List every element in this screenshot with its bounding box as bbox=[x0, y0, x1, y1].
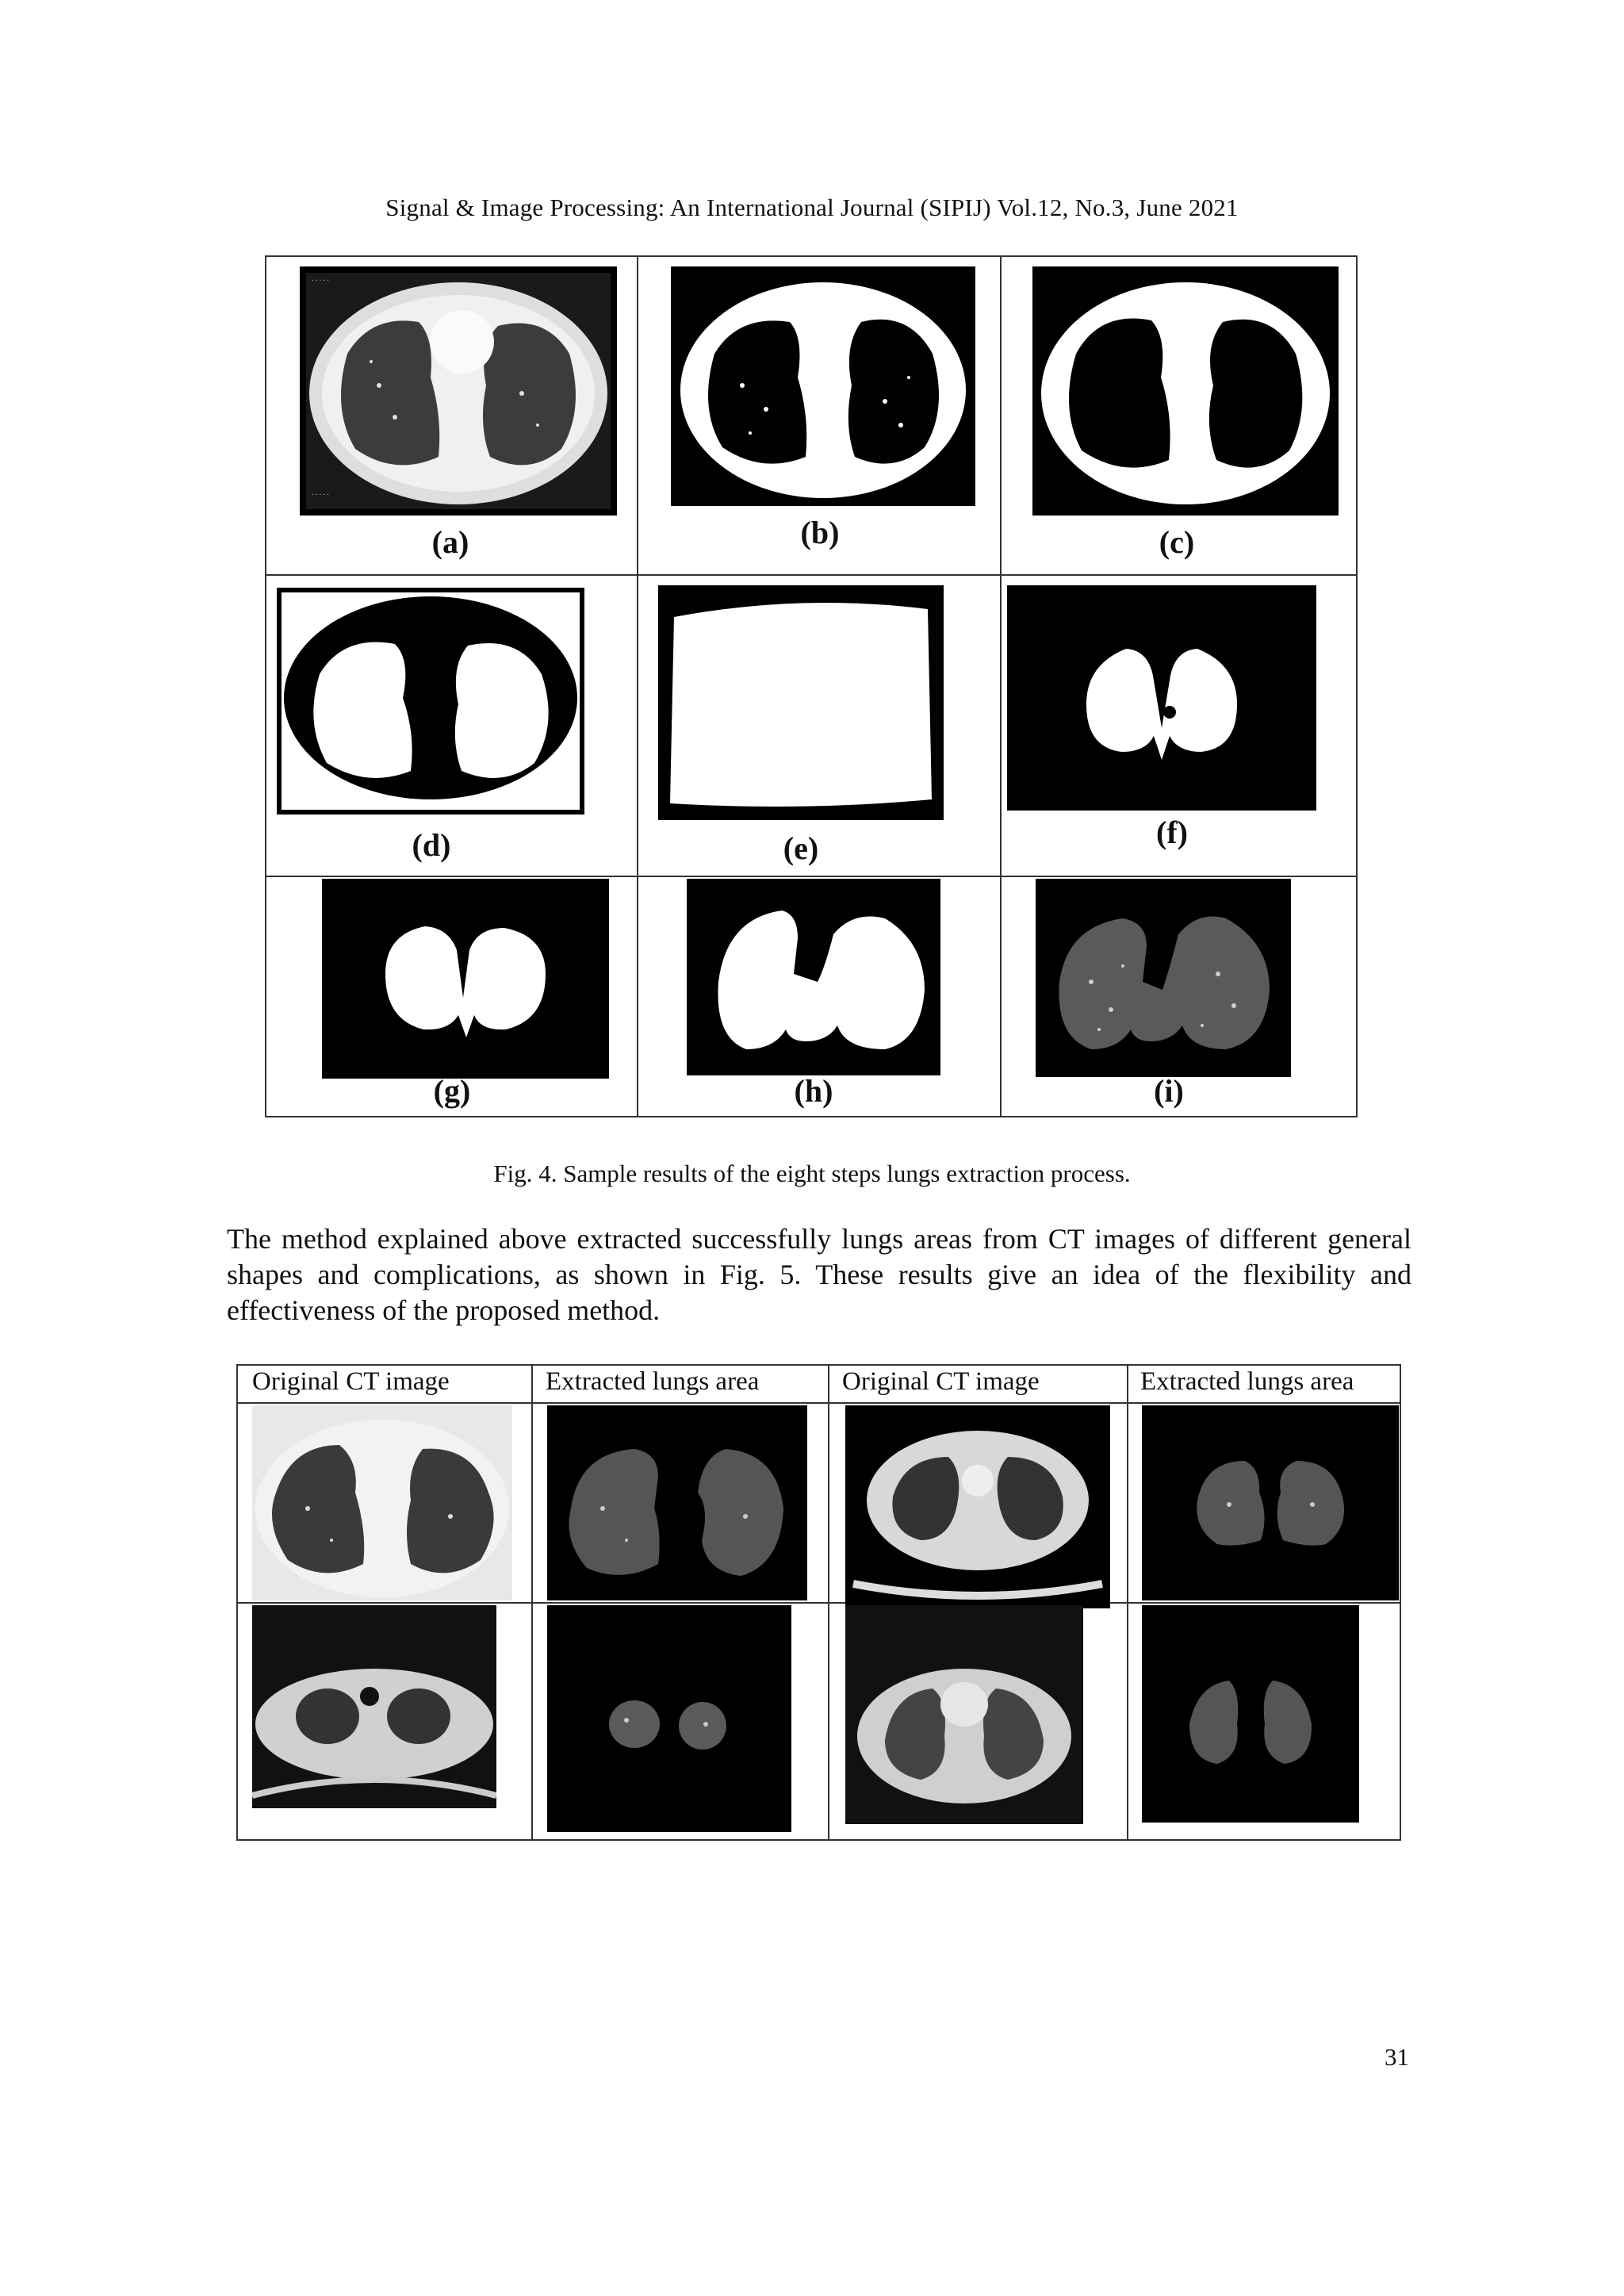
fig4-label-b: (b) bbox=[800, 515, 840, 550]
fig4-image-g-lung-mask bbox=[322, 879, 609, 1079]
table-row1-extracted-2 bbox=[1142, 1405, 1399, 1600]
fig4-label-e: (e) bbox=[783, 830, 819, 866]
fig4-label-d: (d) bbox=[412, 827, 451, 863]
table-header-extracted-2: Extracted lungs area bbox=[1140, 1367, 1354, 1396]
fig4-label-i: (i) bbox=[1154, 1073, 1184, 1109]
body-paragraph: The method explained above extracted successfully lungs areas from CT images of different general shapes and complications, as shown in Fig. 5. These results give an idea of the flexibility and effectiveness of the proposed method. bbox=[227, 1223, 1411, 1326]
figure-5-table bbox=[236, 1364, 1401, 1841]
page-number: 31 bbox=[1385, 2043, 1409, 2071]
running-header: Signal & Image Processing: An International Journal (SIPIJ) Vol.12, No.3, June 2021 bbox=[385, 194, 1239, 221]
figure-4-grid bbox=[265, 255, 1358, 1117]
table-header-original-2: Original CT image bbox=[842, 1367, 1040, 1396]
svg-text:·····: ····· bbox=[311, 491, 331, 498]
table-header-extracted-1: Extracted lungs area bbox=[546, 1367, 760, 1396]
table-row2-extracted-2 bbox=[1142, 1605, 1359, 1823]
fig4-image-a-ct-scan bbox=[300, 266, 617, 516]
svg-text:·····: ····· bbox=[311, 277, 331, 284]
table-row1-extracted-1 bbox=[547, 1405, 807, 1600]
fig4-image-i-extracted-lungs bbox=[1036, 879, 1291, 1077]
figure-4-caption: Fig. 4. Sample results of the eight steps lungs extraction process. bbox=[493, 1159, 1131, 1187]
fig4-label-f: (f) bbox=[1156, 815, 1188, 850]
table-header-original-1: Original CT image bbox=[252, 1367, 450, 1396]
fig4-label-h: (h) bbox=[794, 1073, 833, 1109]
fig4-image-d-inverted bbox=[276, 587, 585, 815]
table-row1-original-ct-1 bbox=[252, 1405, 512, 1600]
table-row2-extracted-1 bbox=[547, 1605, 791, 1832]
fig4-label-g: (g) bbox=[433, 1073, 471, 1109]
fig4-label-c: (c) bbox=[1159, 524, 1195, 560]
table-row1-original-ct-2 bbox=[845, 1405, 1110, 1608]
fig4-image-b-threshold bbox=[671, 266, 975, 506]
fig4-image-c-filled bbox=[1032, 266, 1339, 516]
table-row2-original-ct-2 bbox=[845, 1605, 1083, 1824]
fig4-label-a: (a) bbox=[431, 524, 469, 560]
fig4-image-e-body-mask bbox=[658, 585, 944, 820]
fig4-image-f-lung-mask bbox=[1007, 585, 1316, 811]
fig4-image-h-lung-mask bbox=[687, 879, 940, 1075]
table-row2-original-ct-1 bbox=[252, 1605, 496, 1808]
